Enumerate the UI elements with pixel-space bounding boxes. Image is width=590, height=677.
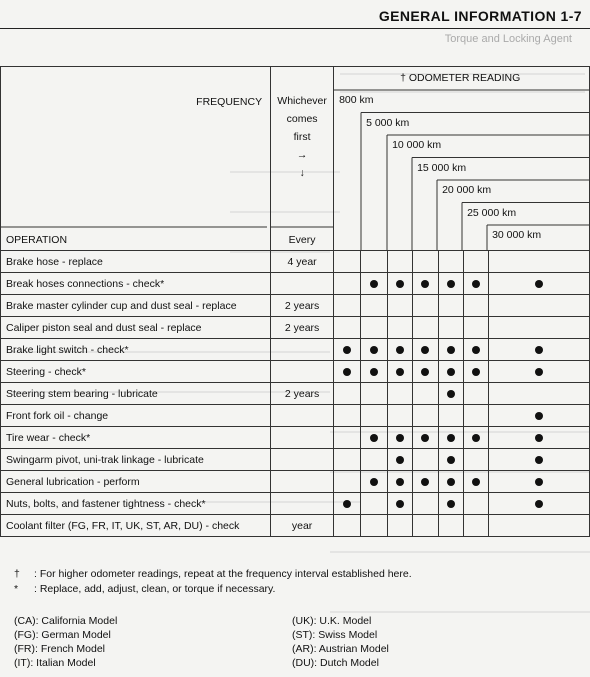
check-dot-icon — [396, 346, 404, 354]
interval-cell — [387, 405, 412, 427]
interval-cell — [463, 405, 488, 427]
frequency-cell: 2 years — [271, 317, 334, 339]
table-row — [1, 383, 590, 405]
interval-cell — [334, 515, 361, 537]
interval-cell — [387, 339, 412, 361]
comes-text: comes — [286, 113, 318, 125]
interval-cell — [463, 317, 488, 339]
frequency-cell — [271, 273, 334, 295]
check-dot-icon — [447, 500, 455, 508]
check-dot-icon — [343, 368, 351, 376]
interval-cell — [334, 317, 361, 339]
interval-cell — [334, 405, 361, 427]
check-dot-icon — [396, 478, 404, 486]
interval-cell — [438, 339, 463, 361]
check-dot-icon — [535, 500, 543, 508]
interval-cell — [489, 251, 590, 273]
footnote-dagger: † : For higher odometer readings, repeat at the frequency interval established here. — [14, 568, 412, 580]
interval-cell — [489, 405, 590, 427]
interval-cell — [438, 361, 463, 383]
check-dot-icon — [472, 368, 480, 376]
interval-cell — [334, 383, 361, 405]
odometer-reading: 10 000 km — [392, 139, 442, 151]
odometer-reading: 30 000 km — [492, 229, 542, 241]
check-dot-icon — [396, 456, 404, 464]
frequency-cell — [271, 427, 334, 449]
interval-cell — [361, 405, 387, 427]
frequency-cell — [271, 449, 334, 471]
interval-cell — [334, 295, 361, 317]
interval-cell — [463, 383, 488, 405]
operation-cell: Brake light switch - check* — [1, 339, 271, 361]
frequency-cell: year — [271, 515, 334, 537]
interval-cell — [361, 383, 387, 405]
interval-cell — [387, 251, 412, 273]
interval-cell — [413, 361, 438, 383]
interval-cell — [489, 361, 590, 383]
interval-cell — [387, 471, 412, 493]
odometer-reading: 25 000 km — [467, 206, 517, 219]
interval-cell — [438, 471, 463, 493]
legend-item: (ST): Swiss Model — [292, 629, 378, 641]
footnotes — [14, 568, 412, 598]
operation-cell: Steering stem bearing - lubricate — [1, 383, 271, 405]
interval-cell — [361, 295, 387, 317]
table-row — [1, 317, 590, 339]
operation-cell: Caliper piston seal and dust seal - replace — [1, 317, 271, 339]
check-dot-icon — [535, 412, 543, 420]
check-dot-icon — [447, 456, 455, 464]
interval-cell — [463, 493, 488, 515]
frequency-cell: 2 years — [271, 383, 334, 405]
operation-cell: Tire wear - check* — [1, 427, 271, 449]
operation-cell: Front fork oil - change — [1, 405, 271, 427]
interval-cell — [463, 449, 488, 471]
check-dot-icon — [370, 346, 378, 354]
check-dot-icon — [535, 368, 543, 376]
operation-cell: Steering - check* — [1, 361, 271, 383]
interval-cell — [387, 317, 412, 339]
interval-cell — [361, 471, 387, 493]
maintenance-table — [0, 66, 590, 537]
interval-cell — [463, 471, 488, 493]
check-dot-icon — [447, 390, 455, 398]
table-row — [1, 273, 590, 295]
interval-cell — [463, 339, 488, 361]
interval-cell — [489, 471, 590, 493]
operation-cell: Brake hose - replace — [1, 251, 271, 273]
interval-cell — [463, 251, 488, 273]
legend-item: (FR): French Model — [14, 643, 106, 655]
interval-cell — [361, 493, 387, 515]
check-dot-icon — [447, 368, 455, 376]
interval-cell — [413, 471, 438, 493]
operation-cell: Brake master cylinder cup and dust seal - replace — [1, 295, 271, 317]
check-dot-icon — [421, 346, 429, 354]
interval-cell — [438, 317, 463, 339]
interval-cell — [334, 273, 361, 295]
legend-item: (DU): Dutch Model — [292, 657, 379, 669]
interval-cell — [334, 427, 361, 449]
whichever-comes-first-header — [271, 67, 334, 251]
check-dot-icon — [396, 280, 404, 288]
interval-cell — [413, 317, 438, 339]
check-dot-icon — [447, 280, 455, 288]
down-arrow-icon: ↓ — [299, 167, 305, 179]
operation-label: OPERATION — [6, 234, 68, 246]
header-rule — [0, 28, 590, 29]
table-row — [1, 251, 590, 273]
operation-cell: Swingarm pivot, uni-trak linkage - lubricate — [1, 449, 271, 471]
frequency-cell: 2 years — [271, 295, 334, 317]
interval-cell — [361, 273, 387, 295]
interval-cell — [361, 251, 387, 273]
odometer-reading: 5 000 km — [366, 116, 410, 129]
table-row — [1, 471, 590, 493]
interval-cell — [489, 427, 590, 449]
frequency-operation-header — [1, 67, 271, 251]
check-dot-icon — [421, 280, 429, 288]
interval-cell — [334, 361, 361, 383]
interval-cell — [489, 273, 590, 295]
odometer-reading-label: † ODOMETER READING — [400, 72, 521, 84]
interval-cell — [413, 493, 438, 515]
model-legend-right — [292, 614, 389, 670]
interval-cell — [489, 449, 590, 471]
interval-cell — [489, 317, 590, 339]
interval-cell — [387, 361, 412, 383]
operation-cell: General lubrication - perform — [1, 471, 271, 493]
interval-cell — [438, 405, 463, 427]
interval-cell — [438, 449, 463, 471]
right-arrow-icon: → — [296, 149, 308, 161]
interval-cell — [438, 493, 463, 515]
check-dot-icon — [396, 368, 404, 376]
legend-item: (FG): German Model — [14, 629, 111, 641]
interval-cell — [387, 295, 412, 317]
frequency-cell — [271, 361, 334, 383]
check-dot-icon — [535, 346, 543, 354]
interval-cell — [438, 295, 463, 317]
every-label: Every — [288, 234, 316, 246]
interval-cell — [413, 251, 438, 273]
operation-cell: Nuts, bolts, and fastener tightness - check* — [1, 493, 271, 515]
interval-cell — [334, 471, 361, 493]
page-header-title: GENERAL INFORMATION 1-7 — [378, 8, 582, 24]
interval-cell — [413, 383, 438, 405]
interval-cell — [413, 515, 438, 537]
table-row — [1, 361, 590, 383]
interval-cell — [387, 273, 412, 295]
check-dot-icon — [472, 478, 480, 486]
interval-cell — [361, 361, 387, 383]
interval-cell — [489, 295, 590, 317]
interval-cell — [413, 273, 438, 295]
check-dot-icon — [421, 368, 429, 376]
interval-cell — [413, 405, 438, 427]
operation-cell: Break hoses connections - check* — [1, 273, 271, 295]
interval-cell — [438, 515, 463, 537]
check-dot-icon — [447, 346, 455, 354]
interval-cell — [463, 427, 488, 449]
check-dot-icon — [472, 434, 480, 442]
check-dot-icon — [535, 280, 543, 288]
check-dot-icon — [447, 434, 455, 442]
interval-cell — [463, 273, 488, 295]
interval-cell — [361, 515, 387, 537]
interval-cell — [387, 427, 412, 449]
legend-item: (IT): Italian Model — [14, 657, 96, 669]
interval-cell — [387, 515, 412, 537]
interval-cell — [387, 383, 412, 405]
whichever-text: Whichever — [277, 95, 327, 107]
footnote-asterisk: * : Replace, add, adjust, clean, or torque if necessary. — [14, 583, 276, 595]
table-row — [1, 493, 590, 515]
interval-cell — [334, 493, 361, 515]
check-dot-icon — [421, 434, 429, 442]
table-row — [1, 295, 590, 317]
frequency-cell — [271, 405, 334, 427]
header-subtitle: Torque and Locking Agent — [444, 33, 572, 45]
interval-cell — [334, 339, 361, 361]
interval-cell — [489, 493, 590, 515]
check-dot-icon — [370, 434, 378, 442]
interval-cell — [463, 295, 488, 317]
interval-cell — [438, 383, 463, 405]
legend-item: (UK): U.K. Model — [292, 615, 372, 627]
interval-cell — [413, 339, 438, 361]
table-row — [1, 449, 590, 471]
legend-item: (CA): California Model — [14, 615, 118, 627]
table-row — [1, 515, 590, 537]
model-legend-left — [14, 614, 117, 670]
interval-cell — [361, 339, 387, 361]
check-dot-icon — [472, 346, 480, 354]
interval-cell — [438, 251, 463, 273]
frequency-cell: 4 year — [271, 251, 334, 273]
interval-cell — [463, 361, 488, 383]
first-text: first — [293, 131, 311, 143]
interval-cell — [334, 251, 361, 273]
interval-cell — [387, 493, 412, 515]
frequency-label: FREQUENCY — [196, 96, 263, 108]
frequency-cell — [271, 493, 334, 515]
check-dot-icon — [396, 500, 404, 508]
interval-cell — [438, 427, 463, 449]
check-dot-icon — [343, 346, 351, 354]
check-dot-icon — [472, 280, 480, 288]
odometer-header — [334, 67, 590, 251]
interval-cell — [489, 515, 590, 537]
frequency-cell — [271, 339, 334, 361]
check-dot-icon — [396, 434, 404, 442]
table-row — [1, 339, 590, 361]
interval-cell — [361, 317, 387, 339]
check-dot-icon — [370, 368, 378, 376]
interval-cell — [413, 295, 438, 317]
interval-cell — [438, 273, 463, 295]
check-dot-icon — [370, 478, 378, 486]
operation-cell: Coolant filter (FG, FR, IT, UK, ST, AR, DU) - check — [1, 515, 271, 537]
interval-cell — [463, 515, 488, 537]
odometer-reading: 15 000 km — [417, 161, 467, 174]
check-dot-icon — [535, 434, 543, 442]
table-row — [1, 405, 590, 427]
odometer-reading: 800 km — [339, 94, 374, 106]
interval-cell — [387, 449, 412, 471]
interval-cell — [489, 383, 590, 405]
check-dot-icon — [535, 478, 543, 486]
interval-cell — [361, 427, 387, 449]
interval-cell — [334, 449, 361, 471]
interval-cell — [489, 339, 590, 361]
check-dot-icon — [370, 280, 378, 288]
frequency-cell — [271, 471, 334, 493]
legend-item: (AR): Austrian Model — [292, 643, 389, 655]
table-row — [1, 427, 590, 449]
interval-cell — [413, 427, 438, 449]
interval-cell — [361, 449, 387, 471]
interval-cell — [413, 449, 438, 471]
check-dot-icon — [343, 500, 351, 508]
odometer-reading: 20 000 km — [442, 184, 492, 196]
check-dot-icon — [535, 456, 543, 464]
check-dot-icon — [421, 478, 429, 486]
check-dot-icon — [447, 478, 455, 486]
